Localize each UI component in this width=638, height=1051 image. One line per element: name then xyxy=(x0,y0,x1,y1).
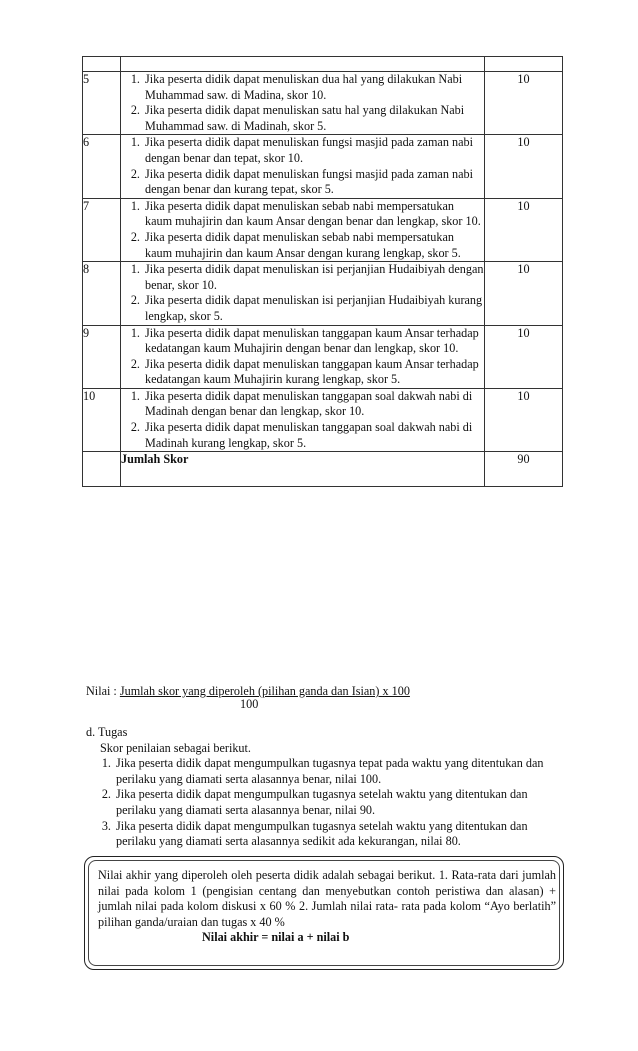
row-number: 8 xyxy=(83,262,121,325)
criteria-item: 2. Jika peserta didik dapat menuliskan fungsi masjid pada zaman nabi dengan benar dan kurang tepat, skor 5. xyxy=(143,167,484,198)
tugas-item: 3. Jika peserta didik dapat mengumpulkan tugasnya setelah waktu yang ditentukan dan perilaku yang diamati serta alasannya sedikit ada kekurangan, nilai 80. xyxy=(114,819,566,850)
tugas-section xyxy=(86,725,566,850)
row-criteria xyxy=(121,198,485,261)
criteria-item: 2. Jika peserta didik dapat menuliskan isi perjanjian Hudaibiyah kurang lengkap, skor 5. xyxy=(143,293,484,324)
tugas-item: 2. Jika peserta didik dapat mengumpulkan tugasnya setelah waktu yang ditentukan dan perilaku yang diamati serta alasannya benar, nilai 90. xyxy=(114,787,566,818)
criteria-list xyxy=(121,389,484,451)
table-row xyxy=(83,198,563,261)
row-number: 9 xyxy=(83,325,121,388)
row-number: 7 xyxy=(83,198,121,261)
criteria-list xyxy=(121,262,484,324)
criteria-list xyxy=(121,199,484,261)
cell-empty xyxy=(485,57,563,72)
row-number: 6 xyxy=(83,135,121,198)
criteria-list xyxy=(121,72,484,134)
table-row xyxy=(83,72,563,135)
summary-box xyxy=(88,860,560,966)
criteria-item: 1. Jika peserta didik dapat menuliskan isi perjanjian Hudaibiyah dengan benar, skor 10. xyxy=(143,262,484,293)
criteria-item: 1. Jika peserta didik dapat menuliskan fungsi masjid pada zaman nabi dengan benar dan tepat, skor 10. xyxy=(143,135,484,166)
cell-empty xyxy=(83,452,121,487)
summary-text: Nilai akhir yang diperoleh oleh peserta didik adalah sebagai berikut. 1. Rata-rata dari jumlah nilai pada kolom 1 (pengisian centang dan menyebutkan contoh peristiwa dan alasan) + jumlah nilai pada kolom diskusi x 60 % 2. Jumlah nilai rata- rata pada kolom “Ayo berlatih” pilihan ganda/uraian dan tugas x 40 % xyxy=(98,868,556,929)
tugas-list xyxy=(86,756,566,850)
row-criteria xyxy=(121,325,485,388)
final-score-formula: Nilai akhir = nilai a + nilai b xyxy=(202,930,350,945)
nilai-prefix: Nilai : xyxy=(86,684,120,698)
criteria-item: 2. Jika peserta didik dapat menuliskan satu hal yang dilakukan Nabi Muhammad saw. di Madinah, skor 5. xyxy=(143,103,484,134)
total-row xyxy=(83,452,563,487)
criteria-item: 2. Jika peserta didik dapat menuliskan tanggapan kaum Ansar terhadap kedatangan kaum Muhajirin kurang lengkap, skor 5. xyxy=(143,357,484,388)
cell-empty xyxy=(83,57,121,72)
nilai-denominator: 100 xyxy=(240,697,259,711)
row-number: 5 xyxy=(83,72,121,135)
criteria-item: 1. Jika peserta didik dapat menuliskan dua hal yang dilakukan Nabi Muhammad saw. di Madina, skor 10. xyxy=(143,72,484,103)
row-criteria xyxy=(121,262,485,325)
criteria-list xyxy=(121,326,484,388)
cell-empty xyxy=(121,57,485,72)
row-criteria xyxy=(121,135,485,198)
row-criteria xyxy=(121,72,485,135)
criteria-list xyxy=(121,135,484,197)
rubric-table xyxy=(82,56,563,487)
row-score: 10 xyxy=(485,325,563,388)
row-score: 10 xyxy=(485,72,563,135)
tugas-heading: d. Tugas xyxy=(86,725,128,739)
row-score: 10 xyxy=(485,198,563,261)
row-criteria xyxy=(121,388,485,451)
table-row xyxy=(83,325,563,388)
table-row xyxy=(83,388,563,451)
criteria-item: 2. Jika peserta didik dapat menuliskan tanggapan soal dakwah nabi di Madinah kurang lengkap, skor 5. xyxy=(143,420,484,451)
criteria-item: 1. Jika peserta didik dapat menuliskan sebab nabi mempersatukan kaum muhajirin dan kaum Ansar dengan benar dan lengkap, skor 10. xyxy=(143,199,484,230)
tugas-intro: Skor penilaian sebagai berikut. xyxy=(100,740,251,755)
nilai-numerator: Jumlah skor yang diperoleh (pilihan ganda dan Isian) x 100 xyxy=(119,684,410,698)
criteria-item: 1. Jika peserta didik dapat menuliskan tanggapan soal dakwah nabi di Madinah dengan benar dan lengkap, skor 10. xyxy=(143,389,484,420)
total-score: 90 xyxy=(485,452,563,487)
table-row-continuation xyxy=(83,57,563,72)
total-label: Jumlah Skor xyxy=(121,452,485,487)
table-row xyxy=(83,262,563,325)
table-row xyxy=(83,135,563,198)
row-number: 10 xyxy=(83,388,121,451)
row-score: 10 xyxy=(485,135,563,198)
row-score: 10 xyxy=(485,262,563,325)
tugas-item: 1. Jika peserta didik dapat mengumpulkan tugasnya tepat pada waktu yang ditentukan dan perilaku yang diamati serta alasannya benar, nilai 100. xyxy=(114,756,566,787)
criteria-item: 2. Jika peserta didik dapat menuliskan sebab nabi mempersatukan kaum muhajirin dan kaum Ansar dengan kurang lengkap, skor 5. xyxy=(143,230,484,261)
criteria-item: 1. Jika peserta didik dapat menuliskan tanggapan kaum Ansar terhadap kedatangan kaum Muhajirin dengan benar dan lengkap, skor 10. xyxy=(143,326,484,357)
row-score: 10 xyxy=(485,388,563,451)
